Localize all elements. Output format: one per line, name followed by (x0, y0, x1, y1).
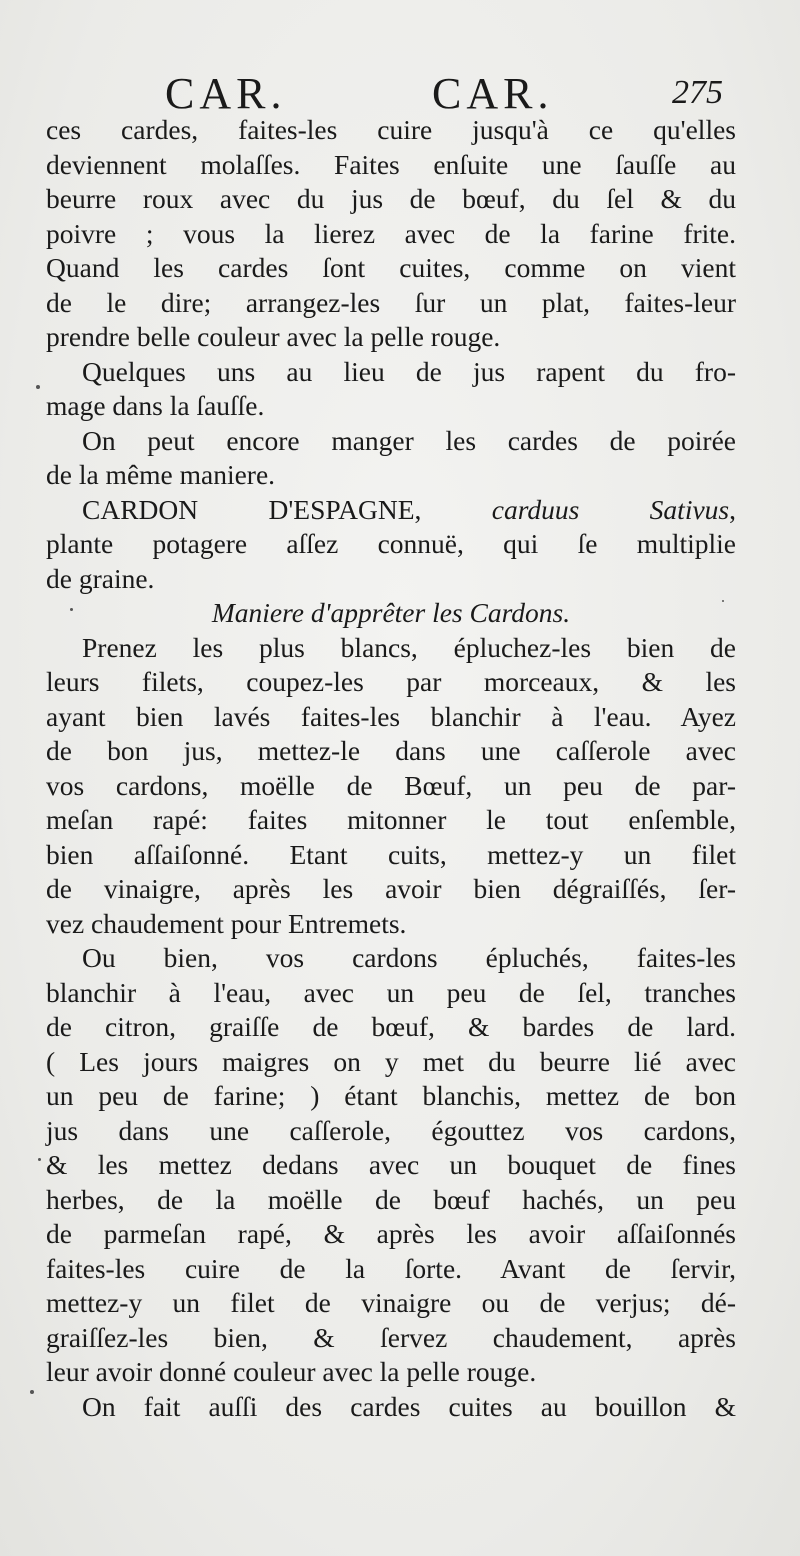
text-line: Ou bien, vos cardons épluchés, faites-les (82, 942, 736, 973)
ink-speck (722, 600, 724, 602)
section-heading: Maniere d'apprêter les Cardons. (211, 597, 571, 628)
text-line: de citron, graiſſe de bœuf, & bardes de lard. (46, 1011, 736, 1042)
text-line: de la même maniere. (46, 459, 276, 490)
text-line: ces cardes, faites-les cuire jusqu'à ce qu'elles (46, 114, 736, 145)
ink-speck (70, 608, 73, 611)
text-line: bien aſſaiſonné. Etant cuits, mettez-y un filet (46, 838, 736, 870)
text-line: de bon jus, mettez-le dans une caſſerole avec (46, 735, 736, 766)
running-head-center: CAR. (432, 69, 554, 118)
text-line: faites-les cuire de la ſorte. Avant de ſervir, (46, 1252, 736, 1284)
running-head (0, 68, 800, 118)
text-line: leur avoir donné couleur avec la pelle rouge. (46, 1356, 537, 1387)
text-line: poivre ; vous la lierez avec de la farine frite. (46, 217, 736, 249)
ink-speck (30, 1390, 34, 1394)
text-line: deviennent molaſſes. Faites enſuite une ſauſſe au (46, 148, 736, 180)
text-line: meſan rapé: faites mitonner le tout enſemble, (46, 804, 736, 835)
text-line: & les mettez dedans avec un bouquet de fines (46, 1149, 736, 1180)
text-line: herbes, de la moëlle de bœuf hachés, un peu (46, 1183, 736, 1215)
text-line: Prenez les plus blancs, épluchez-les bien de (82, 631, 736, 663)
running-head-left: CAR. (165, 69, 287, 118)
text-line: beurre roux avec du jus de bœuf, du ſel & du (46, 183, 736, 214)
text-line: CARDON D'ESPAGNE, carduus Sativus, (82, 493, 736, 525)
text-line: de vinaigre, après les avoir bien dégraiſſés, ſer- (46, 873, 736, 904)
text-line: jus dans une caſſerole, égouttez vos cardons, (46, 1114, 736, 1146)
ink-speck (36, 385, 40, 389)
text-line: ayant bien lavés faites-les blanchir à l'eau. Ayez (46, 700, 736, 732)
text-line: Quand les cardes ſont cuites, comme on vient (46, 252, 736, 283)
text-line: de parmeſan rapé, & après les avoir aſſaiſonnés (46, 1218, 736, 1249)
text-line: On fait auſſi des cardes cuites au bouillon & (82, 1390, 736, 1422)
ink-speck (38, 1158, 41, 1161)
text-line: plante potagere aſſez connuë, qui ſe multiplie (46, 528, 736, 559)
latin-name: carduus Sativus (491, 493, 730, 525)
text-line: vos cardons, moëlle de Bœuf, un peu de par- (46, 769, 736, 801)
body-text (46, 113, 736, 1424)
page-number: 275 (672, 74, 723, 111)
text-line: de graine. (46, 562, 155, 594)
text-line: prendre belle couleur avec la pelle rouge. (46, 321, 501, 352)
text-line: ( Les jours maigres on y met du beurre lié avec (46, 1045, 736, 1077)
text-line: graiſſez-les bien, & ſervez chaudement, après (46, 1321, 736, 1353)
text-line: blanchir à l'eau, avec un peu de ſel, tranches (46, 976, 736, 1008)
text-line: mettez-y un filet de vinaigre ou de verjus; dé- (46, 1287, 736, 1318)
text-line: de le dire; arrangez-les ſur un plat, faites-leur (46, 286, 736, 318)
text-line: un peu de farine; ) étant blanchis, mettez de bon (46, 1080, 736, 1111)
text-line: vez chaudement pour Entremets. (46, 907, 407, 939)
text-line: Quelques uns au lieu de jus rapent du fro- (82, 355, 736, 387)
text-line: leurs filets, coupez-les par morceaux, & les (46, 666, 736, 697)
text-line: mage dans la ſauſſe. (46, 390, 265, 421)
text-line: On peut encore manger les cardes de poirée (82, 424, 736, 456)
